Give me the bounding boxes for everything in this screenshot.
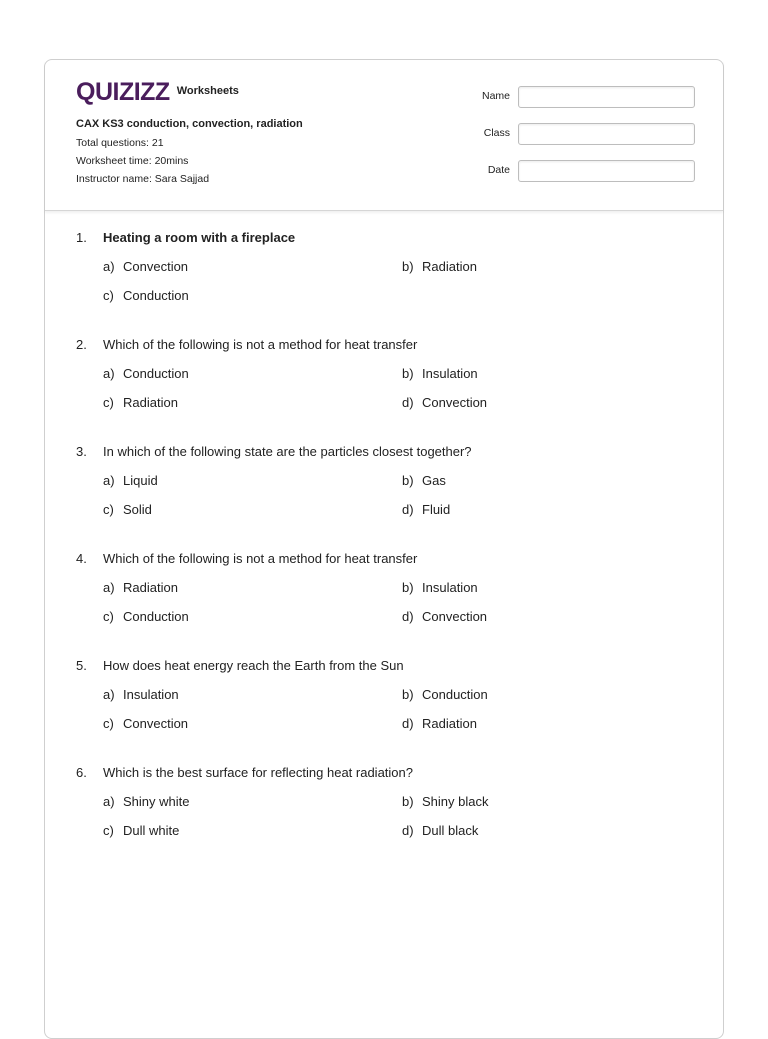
answer-option	[402, 259, 692, 275]
option-text: Insulation	[422, 366, 478, 381]
option-key: c)	[103, 502, 114, 517]
answer-option	[402, 687, 692, 703]
option-text: Radiation	[123, 395, 178, 410]
answer-option	[402, 366, 692, 382]
question-number: 5.	[76, 658, 87, 673]
name-field[interactable]	[518, 86, 695, 108]
option-key: b)	[402, 687, 414, 702]
answer-option	[103, 609, 402, 625]
worksheet-header	[45, 60, 723, 211]
question-stem	[76, 551, 696, 567]
class-field[interactable]	[518, 123, 695, 145]
option-text: Radiation	[422, 716, 477, 731]
question-number: 3.	[76, 444, 87, 459]
question-2	[76, 337, 696, 411]
question-number: 2.	[76, 337, 87, 352]
answer-option	[402, 609, 692, 625]
answer-option	[402, 473, 692, 489]
date-field-row	[445, 160, 695, 182]
option-text: Conduction	[123, 609, 189, 624]
worksheet-time: Worksheet time: 20mins	[76, 155, 189, 167]
question-list	[76, 230, 696, 872]
worksheet-meta	[76, 118, 303, 191]
answer-option	[103, 366, 402, 382]
option-key: d)	[402, 823, 414, 838]
option-key: b)	[402, 473, 414, 488]
answer-option	[402, 794, 692, 810]
option-text: Convection	[123, 716, 189, 731]
option-key: d)	[402, 502, 414, 517]
question-3	[76, 444, 696, 518]
option-text: Conduction	[422, 687, 488, 702]
brand	[76, 80, 239, 105]
question-4	[76, 551, 696, 625]
answer-option	[103, 580, 402, 596]
question-number: 1.	[76, 230, 87, 245]
option-text: Gas	[422, 473, 446, 488]
option-text: Convection	[422, 609, 488, 624]
answer-options	[103, 366, 696, 411]
quizizz-logo: QUIZIZZ	[76, 78, 170, 106]
answer-option	[103, 794, 402, 810]
name-label: Name	[481, 90, 510, 102]
answer-options	[103, 580, 696, 625]
question-stem	[76, 444, 696, 460]
question-stem	[76, 765, 696, 781]
question-number: 6.	[76, 765, 87, 780]
answer-options	[103, 259, 696, 304]
option-text: Insulation	[123, 687, 179, 702]
answer-options	[103, 473, 696, 518]
option-key: a)	[103, 687, 115, 702]
answer-option	[103, 259, 402, 275]
option-text: Liquid	[123, 473, 158, 488]
option-key: d)	[402, 609, 414, 624]
option-text: Dull white	[123, 823, 180, 838]
option-text: Dull black	[422, 823, 479, 838]
option-key: a)	[103, 580, 115, 595]
question-text: How does heat energy reach the Earth from the Sun	[103, 658, 404, 673]
option-text: Convection	[123, 259, 189, 274]
option-key: a)	[103, 473, 115, 488]
option-text: Conduction	[123, 288, 189, 303]
answer-option	[103, 716, 402, 732]
option-text: Convection	[422, 395, 488, 410]
class-label: Class	[483, 127, 510, 139]
question-text: Which is the best surface for reflecting heat radiation?	[103, 765, 413, 780]
option-key: d)	[402, 395, 414, 410]
option-key: b)	[402, 794, 414, 809]
option-text: Radiation	[422, 259, 477, 274]
answer-option	[103, 395, 402, 411]
question-stem	[76, 337, 696, 353]
option-text: Fluid	[422, 502, 451, 517]
option-key: c)	[103, 823, 114, 838]
question-stem	[76, 230, 696, 246]
logo-subtitle: Worksheets	[176, 84, 239, 97]
answer-options	[103, 687, 696, 732]
date-label: Date	[487, 164, 510, 176]
name-field-row	[445, 86, 695, 108]
option-key: a)	[103, 794, 115, 809]
instructor-name: Instructor name: Sara Sajjad	[76, 173, 210, 185]
question-stem	[76, 658, 696, 674]
question-1	[76, 230, 696, 304]
answer-option	[402, 395, 692, 411]
question-text: Which of the following is not a method for heat transfer	[103, 337, 418, 352]
question-text: Heating a room with a fireplace	[103, 230, 296, 245]
answer-option	[402, 823, 692, 839]
worksheet-page	[44, 59, 724, 1039]
option-text: Shiny black	[422, 794, 489, 809]
option-key: c)	[103, 288, 114, 303]
option-key: b)	[402, 366, 414, 381]
answer-option	[103, 687, 402, 703]
worksheet-title: CAX KS3 conduction, convection, radiation	[76, 118, 303, 130]
option-key: b)	[402, 580, 414, 595]
answer-option	[402, 716, 692, 732]
option-key: c)	[103, 609, 114, 624]
option-text: Insulation	[422, 580, 478, 595]
question-number: 4.	[76, 551, 87, 566]
option-text: Conduction	[123, 366, 189, 381]
question-text: Which of the following is not a method for heat transfer	[103, 551, 418, 566]
answer-option	[103, 823, 402, 839]
answer-option	[402, 580, 692, 596]
class-field-row	[445, 123, 695, 145]
option-text: Shiny white	[123, 794, 190, 809]
answer-option	[103, 502, 402, 518]
answer-option	[103, 288, 402, 304]
total-questions: Total questions: 21	[76, 137, 164, 149]
question-6	[76, 765, 696, 839]
option-text: Solid	[123, 502, 152, 517]
option-key: d)	[402, 716, 414, 731]
option-key: b)	[402, 259, 414, 274]
answer-option	[402, 502, 692, 518]
option-text: Radiation	[123, 580, 178, 595]
question-5	[76, 658, 696, 732]
option-key: c)	[103, 716, 114, 731]
answer-option	[103, 473, 402, 489]
option-key: c)	[103, 395, 114, 410]
option-key: a)	[103, 366, 115, 381]
question-text: In which of the following state are the particles closest together?	[103, 444, 472, 459]
student-fields	[445, 86, 695, 197]
date-field[interactable]	[518, 160, 695, 182]
answer-options	[103, 794, 696, 839]
option-key: a)	[103, 259, 115, 274]
